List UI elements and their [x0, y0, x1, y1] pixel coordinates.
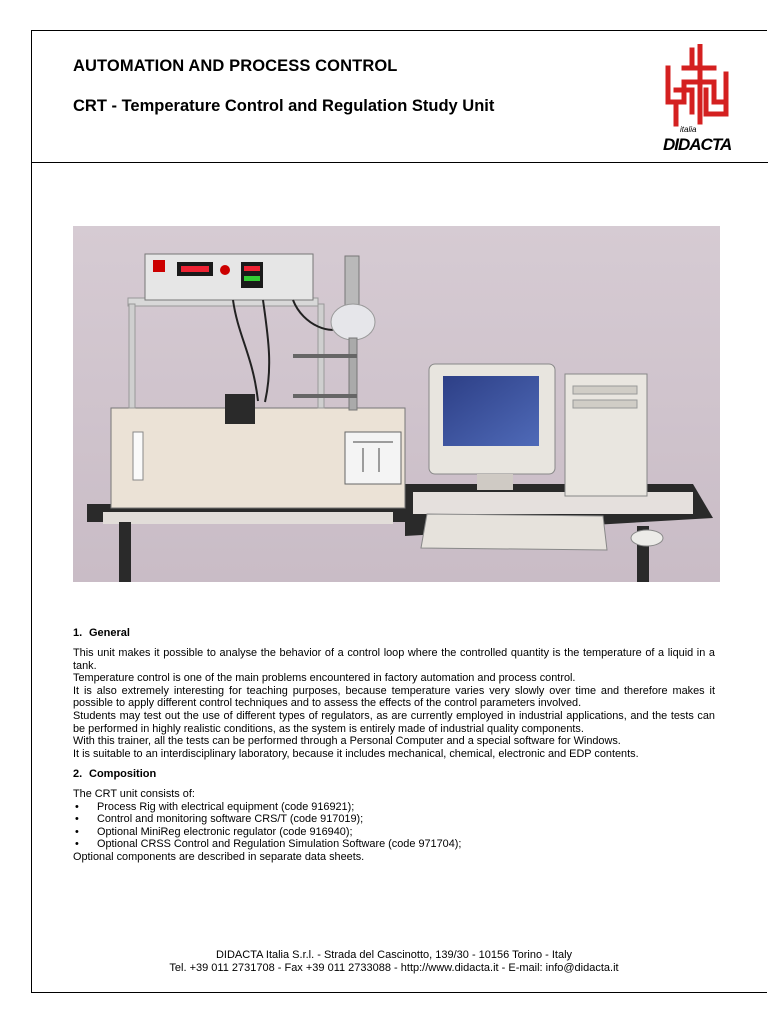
- list-item: • Process Rig with electrical equipment (code 916921);: [73, 801, 715, 814]
- paragraph: Temperature control is one of the main problems encountered in factory automation and process control.: [73, 672, 576, 685]
- paragraph: With this trainer, all the tests can be performed through a Personal Computer and a special software for Windows.: [73, 735, 621, 748]
- logo-wordmark: DIDACTA: [663, 135, 732, 154]
- section-composition-body: [73, 788, 715, 864]
- list-item: • Optional MiniReg electronic regulator (code 916940);: [73, 826, 715, 839]
- paragraph: Students may test out the use of different types of regulators, as are currently employed in industrial applications, and the tests can be performed in highly realistic conditions, as the system is entirely made of industrial quality components.: [73, 709, 715, 735]
- product-photo: [73, 226, 720, 582]
- header-divider: [31, 162, 768, 163]
- document-category-title: AUTOMATION AND PROCESS CONTROL: [73, 57, 398, 75]
- composition-intro: The CRT unit consists of:: [73, 788, 195, 800]
- list-item: • Optional CRSS Control and Regulation Simulation Software (code 971704);: [73, 838, 715, 851]
- document-product-title: CRT - Temperature Control and Regulation Study Unit: [73, 97, 495, 115]
- logo-subtext: italia: [680, 125, 697, 134]
- paragraph: This unit makes it possible to analyse the behavior of a control loop where the controlled quantity is the temperature of a liquid in a tank.: [73, 647, 715, 672]
- section-heading-general: 1. General: [73, 627, 130, 639]
- section-general-body: [73, 647, 715, 760]
- paragraph: It is also extremely interesting for teaching purposes, because temperature varies very slowly over time and therefore makes it possible to apply different control techniques and to assess the effects of the control parameters involved.: [73, 684, 715, 710]
- paragraph: It is suitable to an interdisciplinary laboratory, because it includes mechanical, chemical, electronic and EDP contents.: [73, 747, 639, 760]
- footer: [73, 949, 715, 975]
- footer-address: DIDACTA Italia S.r.l. - Strada del Cascinotto, 139/30 - 10156 Torino - Italy: [215, 949, 573, 961]
- section-heading-composition: 2. Composition: [73, 768, 157, 780]
- composition-outro: Optional components are described in separate data sheets.: [73, 850, 365, 863]
- footer-contacts: Tel. +39 011 2731708 - Fax +39 011 2733088 - http://www.didacta.it - E-mail: info@didacta.it: [169, 962, 619, 974]
- composition-list: [73, 801, 715, 851]
- list-item: • Control and monitoring software CRS/T (code 917019);: [73, 813, 715, 826]
